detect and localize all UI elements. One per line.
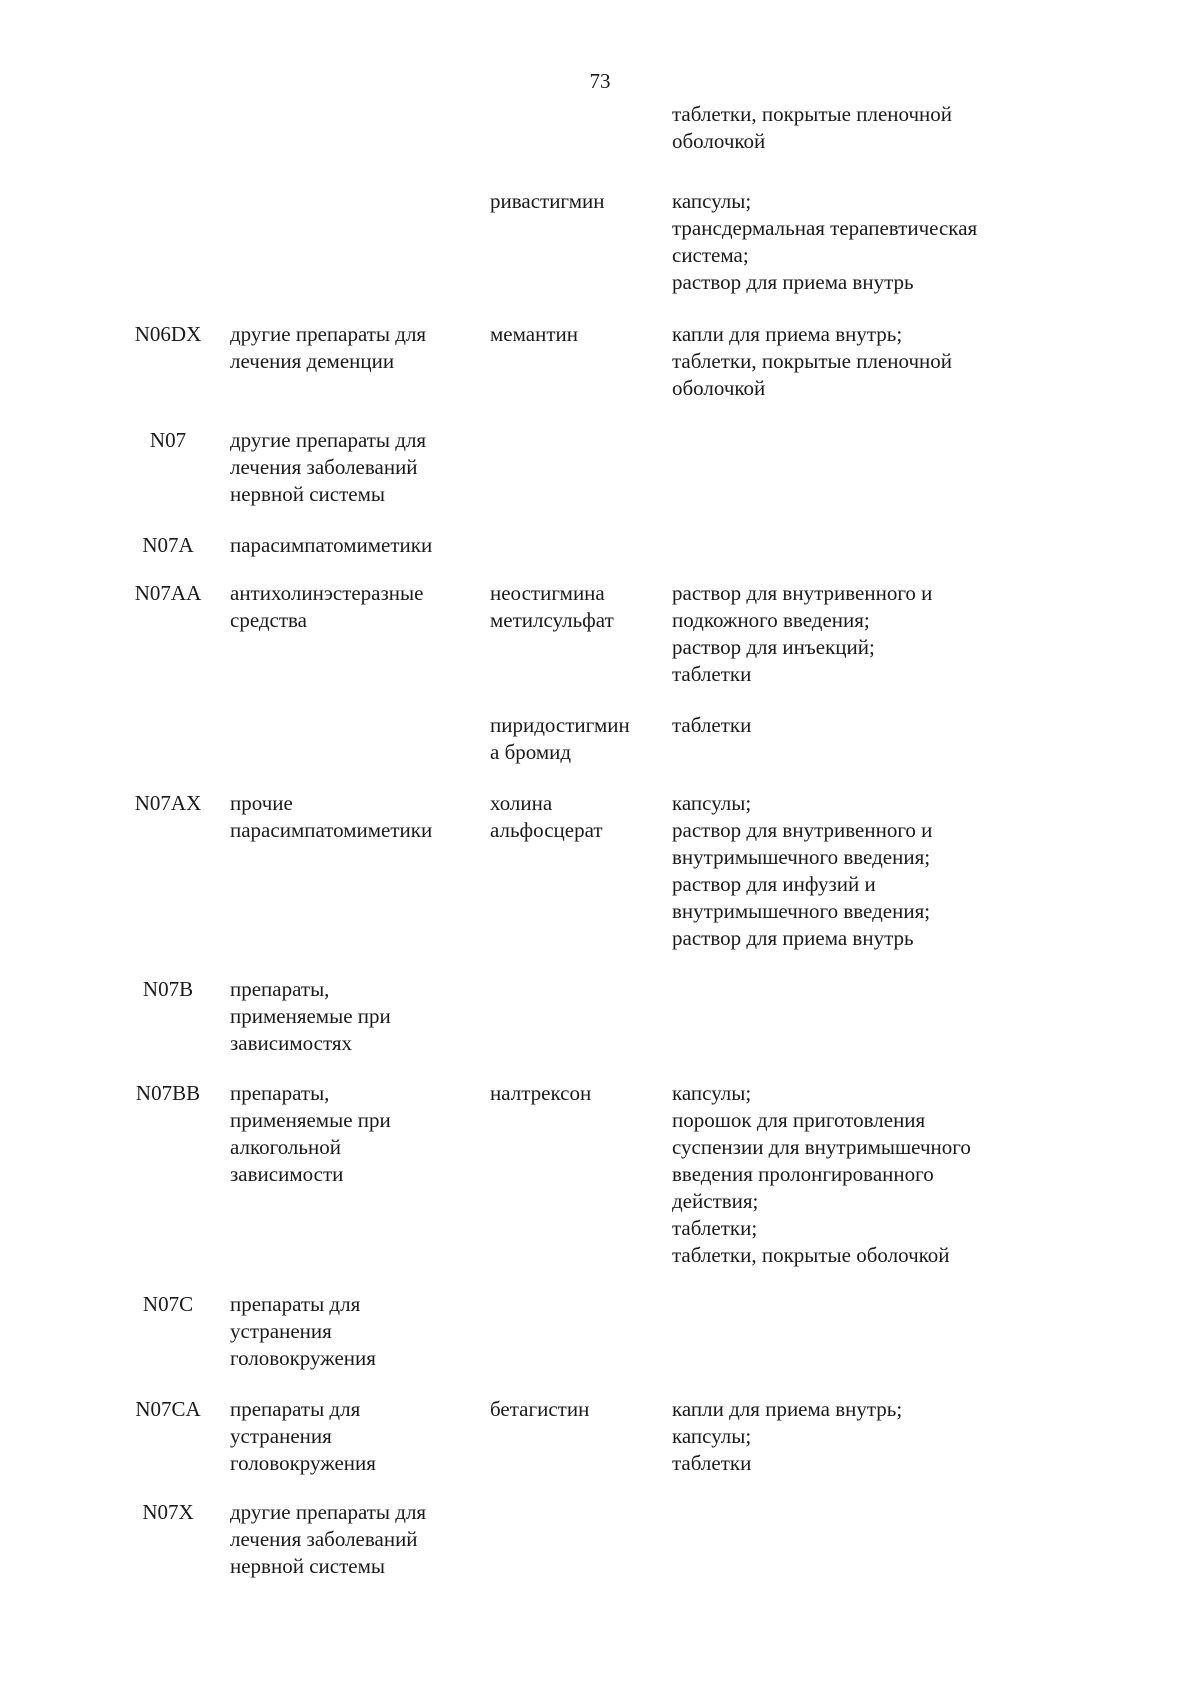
dosage-form: капли для приема внутрь; капсулы; таблетки [672,1397,903,1475]
atc-code: N07AX [134,791,202,815]
atc-code: N07BB [135,1081,201,1105]
group-name: прочие парасимпатомиметики [230,791,433,842]
group-name: другие препараты для лечения заболеваний нервной системы [230,428,427,506]
drug-name: налтрексон [490,1081,592,1105]
dosage-form: капли для приема внутрь; таблетки, покрытые пленочной оболочкой [672,322,953,400]
drug-name: ривастигмин [490,189,605,213]
group-name: препараты для устранения головокружения [230,1292,376,1370]
group-name: другие препараты для лечения деменции [230,322,427,373]
group-name: антихолинэстеразные средства [230,581,424,632]
atc-code: N07CA [135,1397,201,1421]
drug-name: неостигмина метилсульфат [490,581,614,632]
dosage-form: таблетки, покрытые пленочной оболочкой [672,102,953,153]
atc-code: N07 [149,428,187,452]
atc-code: N07B [142,977,194,1001]
group-name: препараты, применяемые при зависимостях [230,977,391,1055]
dosage-form: капсулы; порошок для приготовления суспензии для внутримышечного введения пролонгированного действия; таблетки; таблетки, покрытые оболочкой [672,1081,971,1267]
group-name: парасимпатомиметики [230,533,433,557]
group-name: другие препараты для лечения заболеваний нервной системы [230,1500,427,1578]
drug-name: бетагистин [490,1397,590,1421]
atc-code: N07AA [134,581,202,605]
atc-code: N07C [142,1292,194,1316]
drug-name: мемантин [490,322,578,346]
dosage-form: раствор для внутривенного и подкожного введения; раствор для инъекций; таблетки [672,581,933,686]
dosage-form: капсулы; трансдермальная терапевтическая система; раствор для приема внутрь [672,189,978,294]
atc-code: N06DX [134,322,202,346]
group-name: препараты, применяемые при алкогольной зависимости [230,1081,391,1186]
group-name: препараты для устранения головокружения [230,1397,376,1475]
page-number: 73 [589,69,611,93]
atc-code: N07A [142,533,194,557]
drug-name: холина альфосцерат [490,791,603,842]
dosage-form: капсулы; раствор для внутривенного и внутримышечного введения; раствор для инфузий и внутримышечного введения; раствор для приема внутрь [672,791,933,950]
drug-name: пиридостигмин а бромид [490,713,630,764]
dosage-form: таблетки [672,713,752,737]
atc-code: N07X [142,1500,194,1524]
